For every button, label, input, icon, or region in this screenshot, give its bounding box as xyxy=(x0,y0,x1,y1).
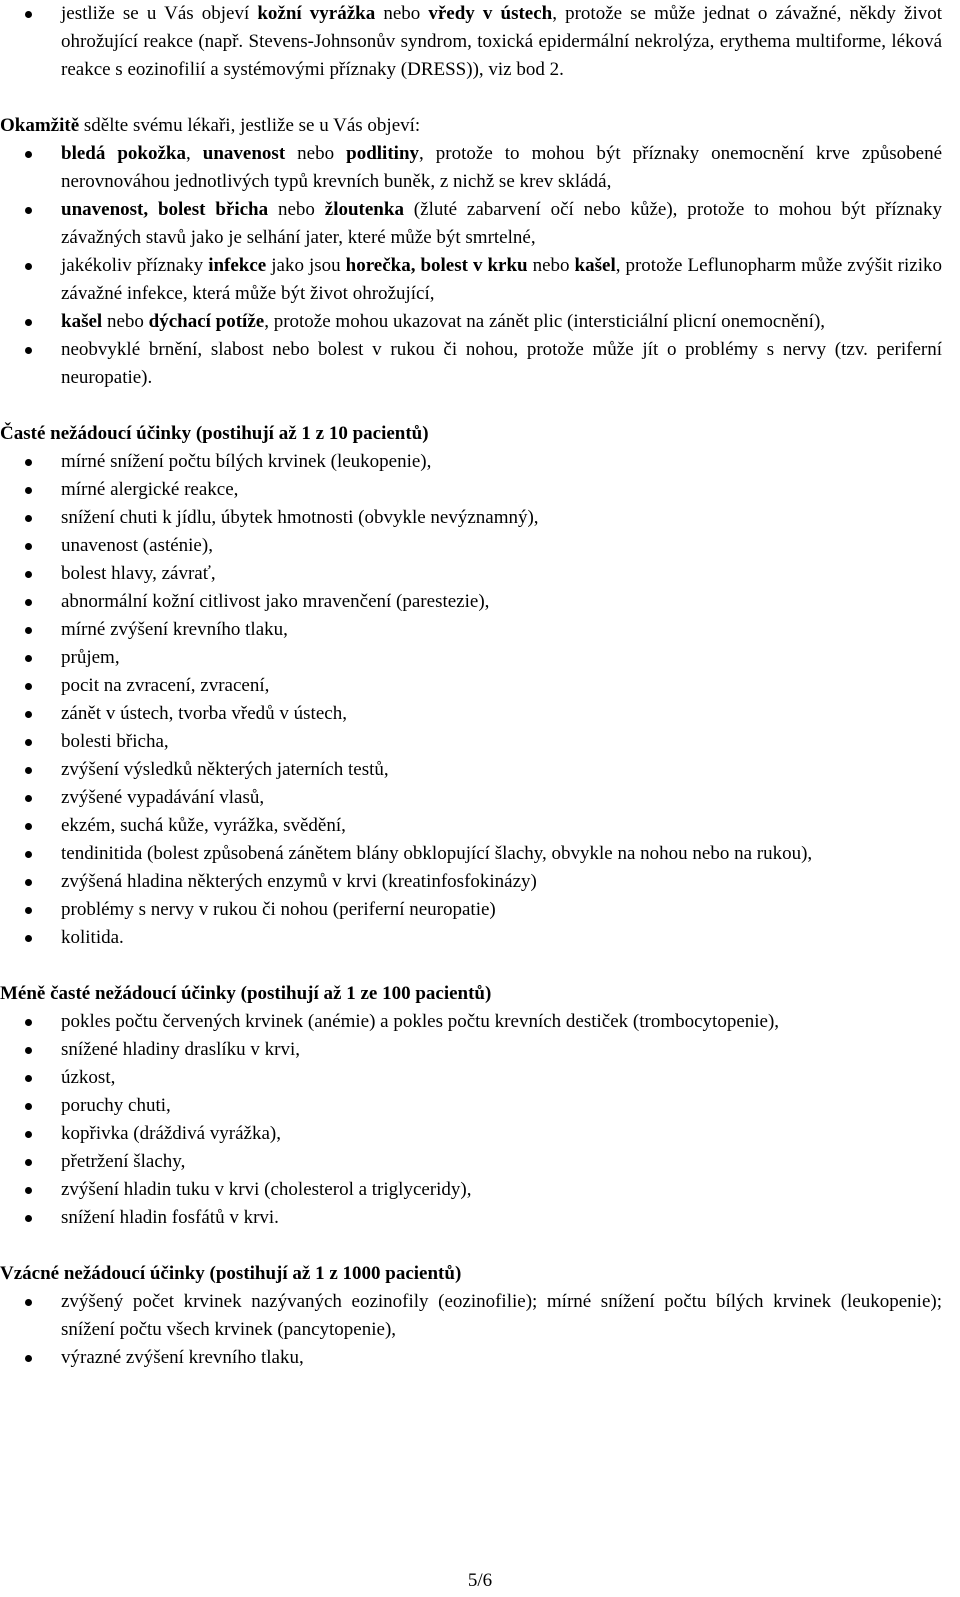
list-item: zvýšená hladina některých enzymů v krvi (kreatinfosfokinázy) xyxy=(0,868,960,896)
list-item: ekzém, suchá kůže, vyrážka, svědění, xyxy=(0,812,960,840)
list-item: přetržení šlachy, xyxy=(0,1148,960,1176)
list-item: úzkost, xyxy=(0,1064,960,1092)
list-item: unavenost (asténie), xyxy=(0,532,960,560)
rare-effects-heading: Vzácné nežádoucí účinky (postihují až 1 z 1000 pacientů) xyxy=(0,1263,462,1284)
bold-term: dýchací potíže xyxy=(148,311,265,332)
list-item: neobvyklé brnění, slabost nebo bolest v rukou či nohou, protože může jít o problémy s nervy (tzv. periferní neuropatie). xyxy=(0,336,960,392)
list-item: pokles počtu červených krvinek (anémie) a pokles počtu krevních destiček (trombocytopenie), xyxy=(0,1008,960,1036)
bold-term: vředy v ústech xyxy=(428,3,553,24)
list-item: průjem, xyxy=(0,644,960,672)
list-item: snížení chuti k jídlu, úbytek hmotnosti (obvykle nevýznamný), xyxy=(0,504,960,532)
bold-term: kašel xyxy=(574,255,616,276)
tell-doctor-intro: Okamžitě sdělte svému lékaři, jestliže se u Vás objeví: xyxy=(0,115,421,136)
page-number: 5/6 xyxy=(467,1570,493,1591)
list-item: zvýšení hladin tuku v krvi (cholesterol a triglyceridy), xyxy=(0,1176,960,1204)
list-item: snížení hladin fosfátů v krvi. xyxy=(0,1204,960,1232)
list-item: zvýšený počet krvinek nazývaných eozinofily (eozinofilie); mírné snížení počtu bílých krvinek (leukopenie); snížení počtu všech krvinek (pancytopenie), xyxy=(0,1288,960,1344)
bold-term: Okamžitě xyxy=(0,115,80,136)
list-item: pocit na zvracení, zvracení, xyxy=(0,672,960,700)
common-effects-heading: Časté nežádoucí účinky (postihují až 1 z 10 pacientů) xyxy=(0,423,429,444)
common-effects-list xyxy=(0,448,960,952)
list-item: kašel nebo dýchací potíže, protože mohou ukazovat na zánět plic (intersticiální plicní onemocnění), xyxy=(0,308,960,336)
uncommon-effects-heading: Méně časté nežádoucí účinky (postihují až 1 ze 100 pacientů) xyxy=(0,983,492,1004)
list-item: mírné alergické reakce, xyxy=(0,476,960,504)
bold-term: žloutenka xyxy=(324,199,404,220)
uncommon-effects-list xyxy=(0,1008,960,1232)
bold-term: podlitiny xyxy=(346,143,420,164)
tell-doctor-list xyxy=(0,140,960,392)
list-item: abnormální kožní citlivost jako mravenčení (parestezie), xyxy=(0,588,960,616)
list-item: výrazné zvýšení krevního tlaku, xyxy=(0,1344,960,1372)
list-item: bledá pokožka, unavenost nebo podlitiny, protože to mohou být příznaky onemocnění krve způsobené nerovnováhou jednotlivých typů krevních buněk, z nichž se krev skládá, xyxy=(0,140,960,196)
bold-term: horečka, bolest v krku xyxy=(345,255,528,276)
list-item: problémy s nervy v rukou či nohou (periferní neuropatie) xyxy=(0,896,960,924)
serious-skin-reaction-list xyxy=(0,0,960,84)
list-item: zvýšení výsledků některých jaterních testů, xyxy=(0,756,960,784)
list-item: poruchy chuti, xyxy=(0,1092,960,1120)
list-item: zvýšené vypadávání vlasů, xyxy=(0,784,960,812)
bold-term: infekce xyxy=(208,255,267,276)
list-item: zánět v ústech, tvorba vředů v ústech, xyxy=(0,700,960,728)
bold-term: unavenost, bolest břicha xyxy=(61,199,269,220)
list-item: mírné zvýšení krevního tlaku, xyxy=(0,616,960,644)
list-item: unavenost, bolest břicha nebo žloutenka (žluté zabarvení očí nebo kůže), protože to mohou být příznaky závažných stavů jako je selhání jater, které může být smrtelné, xyxy=(0,196,960,252)
bold-term: kašel xyxy=(61,311,103,332)
list-item: bolesti břicha, xyxy=(0,728,960,756)
list-item: kopřivka (dráždivá vyrážka), xyxy=(0,1120,960,1148)
bold-term: bledá pokožka xyxy=(61,143,187,164)
rare-effects-list xyxy=(0,1288,960,1372)
list-item: snížené hladiny draslíku v krvi, xyxy=(0,1036,960,1064)
list-item: kolitida. xyxy=(0,924,960,952)
list-item: jakékoliv příznaky infekce jako jsou horečka, bolest v krku nebo kašel, protože Leflunopharm může zvýšit riziko závažné infekce, která může být život ohrožující, xyxy=(0,252,960,308)
bold-term: kožní vyrážka xyxy=(257,3,376,24)
list-item: tendinitida (bolest způsobená zánětem blány obklopující šlachy, obvykle na nohou nebo na rukou), xyxy=(0,840,960,868)
list-item: bolest hlavy, závrať, xyxy=(0,560,960,588)
list-item: mírné snížení počtu bílých krvinek (leukopenie), xyxy=(0,448,960,476)
bold-term: unavenost xyxy=(202,143,286,164)
list-item: jestliže se u Vás objeví kožní vyrážka nebo vředy v ústech, protože se může jednat o závažné, někdy život ohrožující reakce (např. Stevens-Johnsonův syndrom, toxická epidermální nekrolýza, erythema multiforme, léková reakce s eozinofilií a systémovými příznaky (DRESS)), viz bod 2. xyxy=(0,0,960,84)
